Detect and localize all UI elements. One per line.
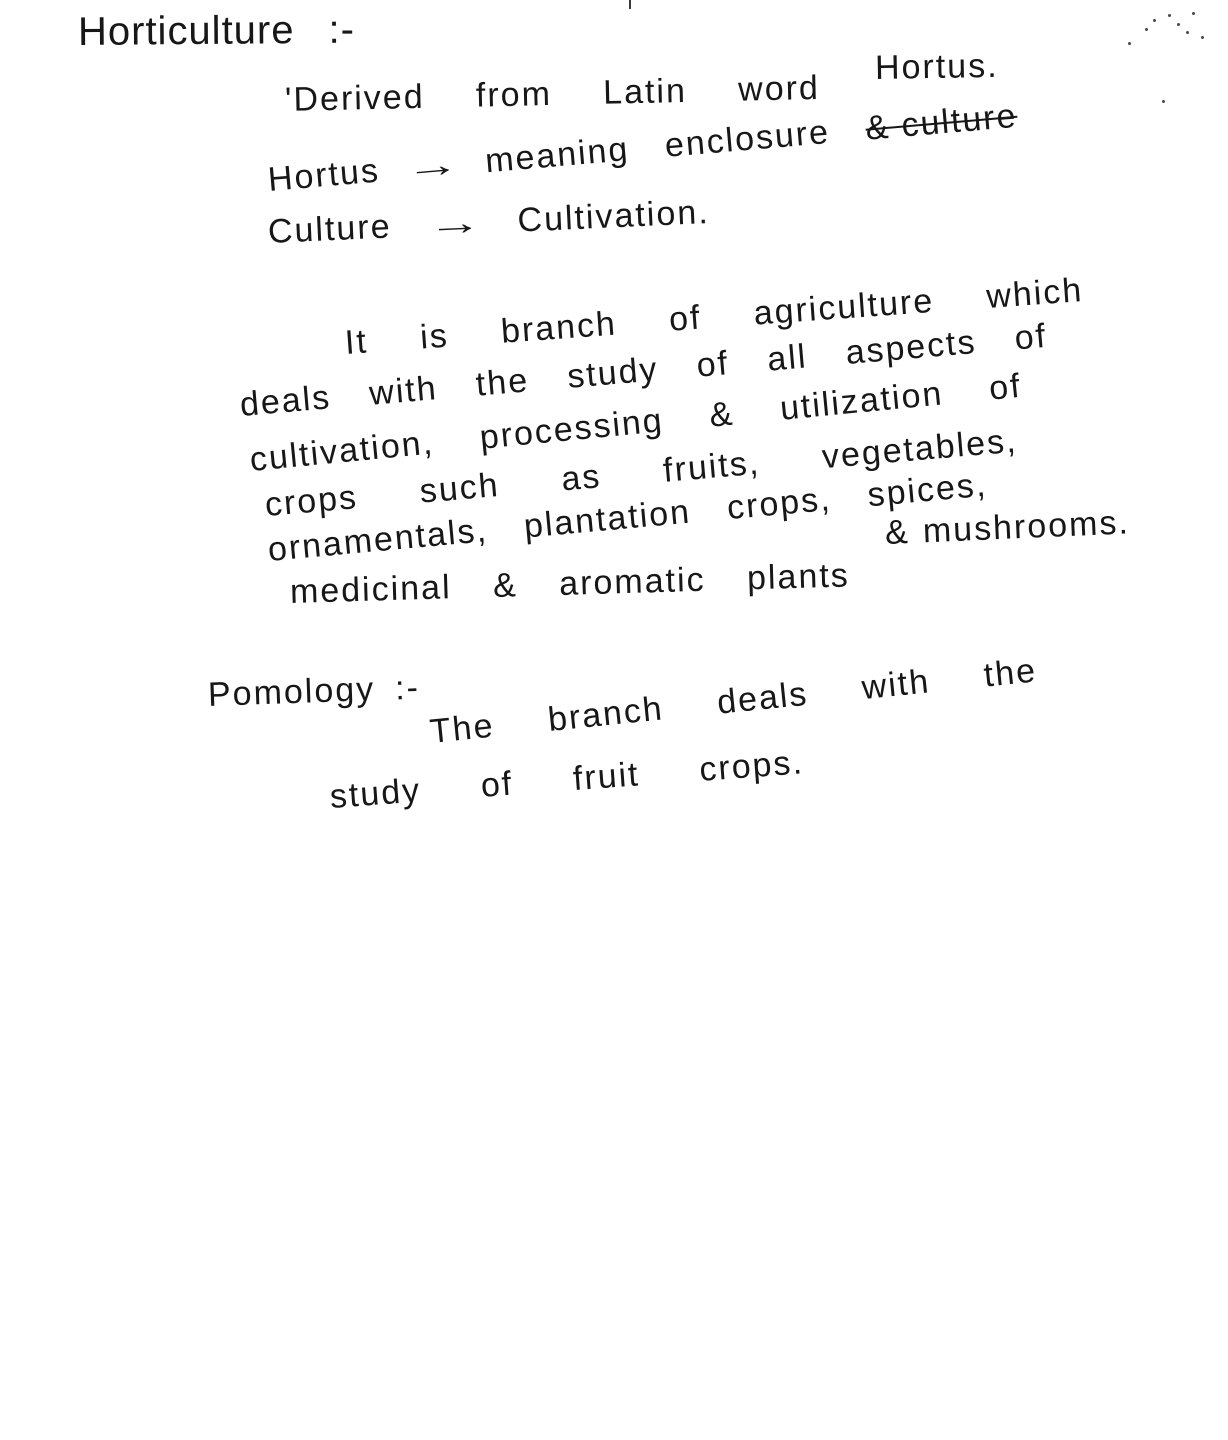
note-word: mushrooms. <box>922 503 1131 551</box>
note-word: study <box>565 350 660 396</box>
note-word: agriculture <box>752 281 936 333</box>
scan-speck <box>1186 31 1189 34</box>
pomology-heading <box>207 666 420 717</box>
note-word: with <box>367 369 440 413</box>
note-word: of <box>987 366 1024 408</box>
note-word: plantation <box>522 492 693 546</box>
note-word: crops. <box>698 743 806 789</box>
scan-speck <box>1201 36 1204 39</box>
note-word: branch <box>499 304 619 351</box>
etymology-origin-line <box>285 66 821 122</box>
scan-speck <box>1162 100 1165 103</box>
note-word: such <box>418 465 501 511</box>
note-word: of <box>695 344 731 385</box>
note-word: of <box>667 298 703 339</box>
scan-speck <box>629 0 631 9</box>
note-word: word <box>737 68 821 109</box>
note-word: as <box>559 457 603 499</box>
page-title: Horticulture <box>77 8 295 54</box>
note-word: study <box>328 771 423 816</box>
etymology-origin-term <box>875 44 1016 90</box>
note-word: deals <box>715 674 811 722</box>
note-word: & <box>884 512 911 552</box>
note-word: fruit <box>571 755 641 799</box>
note-word: & <box>707 394 736 435</box>
scan-speck <box>1177 23 1180 26</box>
note-word: ornamentals, <box>266 511 490 569</box>
note-word: fruits, <box>661 443 762 490</box>
note-word: aspects <box>844 322 978 373</box>
note-word: enclosure <box>663 112 832 165</box>
etymology-term: Hortus <box>266 151 382 199</box>
scan-speck <box>1128 42 1131 45</box>
note-word: meaning <box>483 130 631 181</box>
note-word: aromatic <box>558 560 707 604</box>
note-word: of <box>1013 316 1049 358</box>
note-word: of <box>479 764 515 805</box>
etymology-term: Culture <box>267 207 393 251</box>
note-word: Latin <box>602 71 688 112</box>
scan-speck <box>1168 14 1171 17</box>
arrow-symbol: → <box>426 203 483 244</box>
scan-speck <box>1153 19 1156 22</box>
arrow-symbol: → <box>403 144 462 188</box>
scan-speck <box>1145 28 1148 31</box>
note-word: crops <box>263 478 360 524</box>
note-word: crops, <box>725 479 834 528</box>
note-word: from <box>475 74 553 115</box>
note-word: & <box>492 566 519 605</box>
horticulture-heading <box>78 6 355 56</box>
note-word: deals <box>238 378 333 424</box>
note-word: all <box>765 337 809 379</box>
note-word: is <box>418 316 451 357</box>
note-word: medicinal <box>289 568 453 611</box>
note-word: Cultivation. <box>516 192 711 240</box>
note-word: branch <box>546 689 666 739</box>
note-line <box>328 740 805 819</box>
note-word: spices, <box>865 465 989 515</box>
note-word: It <box>343 322 370 362</box>
note-word: the <box>474 361 531 404</box>
note-word: with <box>859 662 932 708</box>
note-word: The <box>428 706 497 751</box>
note-word: plants <box>746 556 851 598</box>
note-word: Hortus. <box>874 46 999 87</box>
note-word: which <box>985 271 1085 316</box>
note-word: the <box>981 651 1039 695</box>
note-word: 'Derived <box>284 77 426 119</box>
struck-text: & culture <box>863 96 1019 148</box>
scan-speck <box>1192 12 1195 15</box>
note-word: processing <box>478 401 666 457</box>
etymology-culture-line <box>267 190 711 254</box>
note-word: cultivation, <box>248 423 436 479</box>
heading-mark: :- <box>328 7 356 52</box>
section-title: Pomology <box>207 670 376 714</box>
note-line-tail <box>884 500 1131 555</box>
note-line <box>428 648 1039 753</box>
note-word: utilization <box>778 374 945 428</box>
note-word: vegetables, <box>820 421 1019 477</box>
heading-mark: :- <box>394 668 421 708</box>
